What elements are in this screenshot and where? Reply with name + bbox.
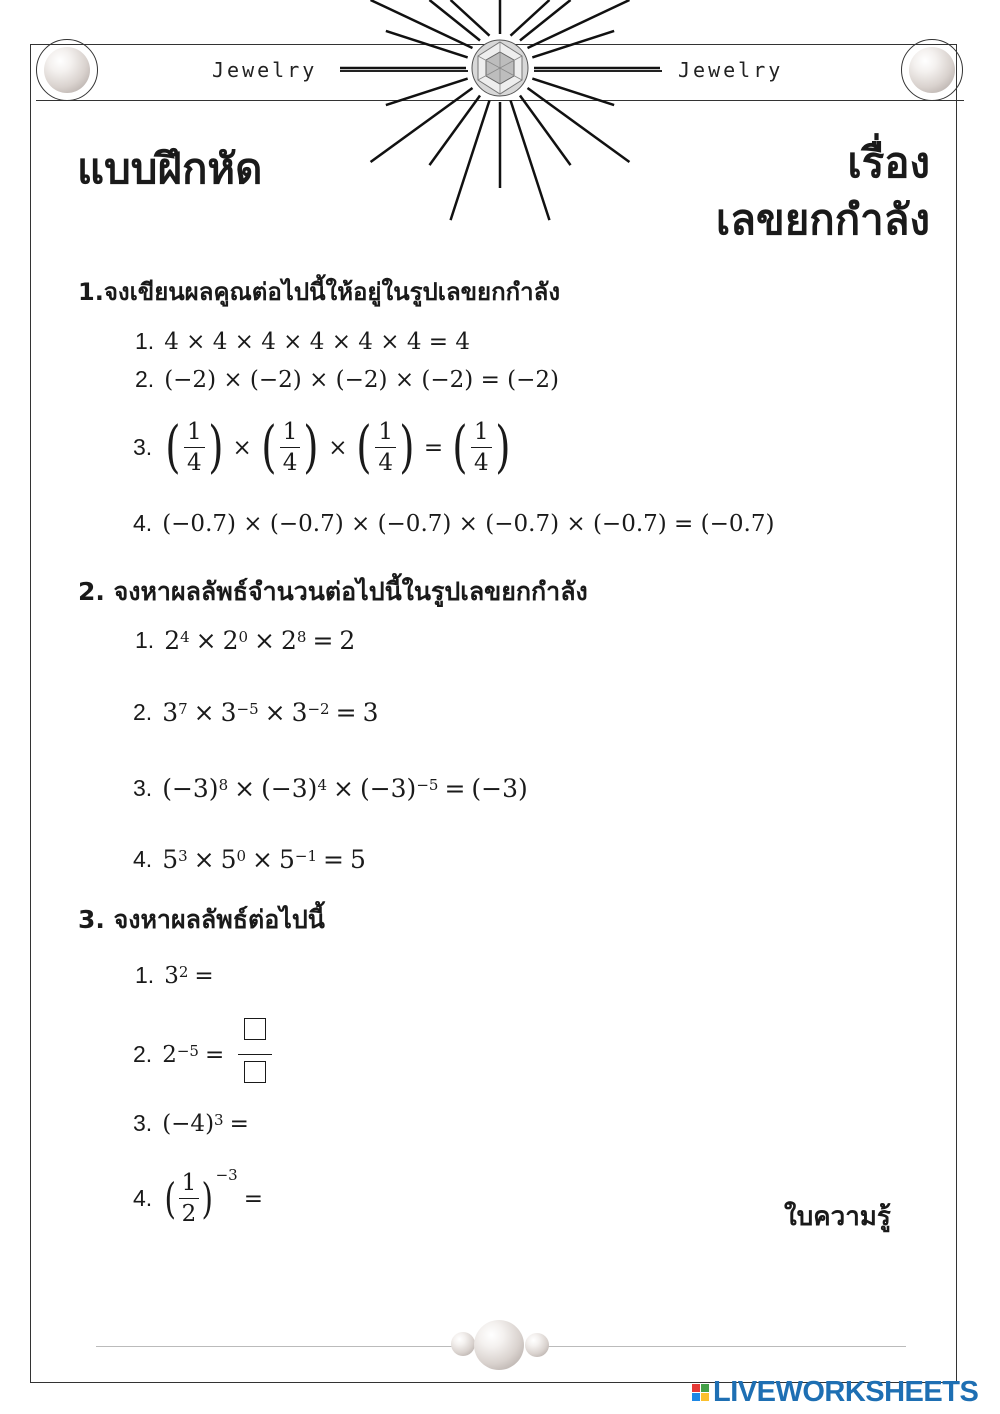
question-number: 3. bbox=[133, 434, 153, 460]
knowledge-sheet-link[interactable]: ใบความรู้ bbox=[784, 1202, 891, 1232]
section3-heading: 3. จงหาผลลัพธ์ต่อไปนี้ bbox=[78, 905, 325, 934]
expression: 4 × 4 × 4 × 4 × 4 × 4 = 4 bbox=[164, 328, 470, 355]
question-number: 3. bbox=[133, 775, 153, 801]
brand-line-right bbox=[534, 70, 662, 72]
pearl-icon bbox=[525, 1333, 549, 1357]
burst-ray bbox=[451, 100, 490, 220]
question-number: 1. bbox=[135, 328, 155, 354]
pearl-icon bbox=[474, 1320, 524, 1370]
question-number: 1. bbox=[135, 627, 155, 653]
burst-ray bbox=[386, 31, 468, 58]
diamond-icon bbox=[472, 40, 528, 96]
topic-label: เรื่อง bbox=[847, 138, 930, 187]
burst-ray bbox=[532, 31, 614, 58]
fraction: $\frac{1}{2}$ bbox=[179, 1168, 200, 1229]
question-number: 3. bbox=[133, 1110, 153, 1136]
burst-ray bbox=[451, 0, 490, 36]
topic-title bbox=[716, 134, 930, 248]
question-number: 4. bbox=[133, 1185, 153, 1211]
burst-ray bbox=[511, 0, 550, 36]
pearl-icon bbox=[909, 47, 955, 93]
bottom-divider-left bbox=[96, 1346, 456, 1347]
expression: (−2) × (−2) × (−2) × (−2) = (−2) bbox=[164, 366, 560, 393]
answer-fraction-boxes[interactable] bbox=[238, 1016, 272, 1093]
s1-question-4 bbox=[133, 510, 774, 537]
expression: (−0.7) × (−0.7) × (−0.7) × (−0.7) × (−0.7) = (−0.7) bbox=[162, 510, 775, 537]
s3-question-1: 1. 3 $^2$ = bbox=[135, 962, 214, 989]
s1-question-2 bbox=[135, 366, 559, 393]
s2-question-1: 1. 2 $^4$ × 2 $^0$ × 2 $^8$ = 2 bbox=[135, 626, 356, 655]
brand-label-left: Jewelry bbox=[212, 58, 318, 82]
s2-question-2: 2. 3 $^7$ × 3 $^{-5}$ × 3 $^{-2}$ = 3 bbox=[133, 698, 379, 727]
page-title: แบบฝึกหัด bbox=[77, 144, 263, 193]
fraction: $\frac{1}{4}$ bbox=[375, 417, 396, 478]
question-number: 4. bbox=[133, 846, 153, 872]
pearl-icon bbox=[44, 47, 90, 93]
fraction: $\frac{1}{4}$ bbox=[184, 417, 205, 478]
bottom-divider-right bbox=[548, 1346, 906, 1347]
fraction: $\frac{1}{4}$ bbox=[471, 417, 492, 478]
question-number: 2. bbox=[133, 699, 153, 725]
s3-question-3: 3. (−4) $^3$ = bbox=[133, 1110, 249, 1137]
pearl-icon bbox=[451, 1332, 475, 1356]
topic-name: เลขยกกำลัง bbox=[715, 195, 930, 244]
brand-line-left bbox=[340, 70, 468, 72]
s3-question-2: 2. 2 $^{-5}$ = bbox=[133, 1016, 272, 1093]
burst-ray bbox=[511, 100, 550, 220]
liveworksheets-logo[interactable] bbox=[692, 1376, 978, 1409]
question-number: 2. bbox=[133, 1041, 153, 1067]
fraction: $\frac{1}{4}$ bbox=[280, 417, 301, 478]
s1-question-3: 3. ( $\frac{1}{4}$ ) × ( $\frac{1}{4}$ ) × ( $\frac{1}{4}$ ) = ( $\frac{1}{4}$ ) bbox=[133, 414, 511, 480]
s2-question-4: 4. 5 $^3$ × 5 $^0$ × 5 $^{-1}$ = 5 bbox=[133, 845, 366, 874]
section1-heading: 1.จงเขียนผลคูณต่อไปนี้ให้อยู่ในรูปเลขยกกำลัง bbox=[78, 278, 561, 306]
brand-label-right: Jewelry bbox=[678, 58, 784, 82]
logo-text: LIVEWORKSHEETS bbox=[713, 1376, 979, 1408]
s3-question-4: 4. ( $\frac{1}{2}$ ) $^{-3}$ = bbox=[133, 1165, 264, 1227]
question-number: 2. bbox=[135, 366, 155, 392]
s1-question-1 bbox=[135, 328, 470, 355]
question-number: 1. bbox=[135, 962, 155, 988]
section2-heading: 2. จงหาผลลัพธ์จำนวนต่อไปนี้ในรูปเลขยกกำลัง bbox=[78, 577, 588, 606]
question-number: 4. bbox=[133, 510, 153, 536]
denominator-box[interactable] bbox=[244, 1061, 266, 1083]
logo-grid-icon bbox=[692, 1384, 709, 1401]
numerator-box[interactable] bbox=[244, 1018, 266, 1040]
s2-question-3: 3. (−3) $^8$ × (−3) $^4$ × (−3) $^{-5}$ = (−3) bbox=[133, 774, 528, 803]
